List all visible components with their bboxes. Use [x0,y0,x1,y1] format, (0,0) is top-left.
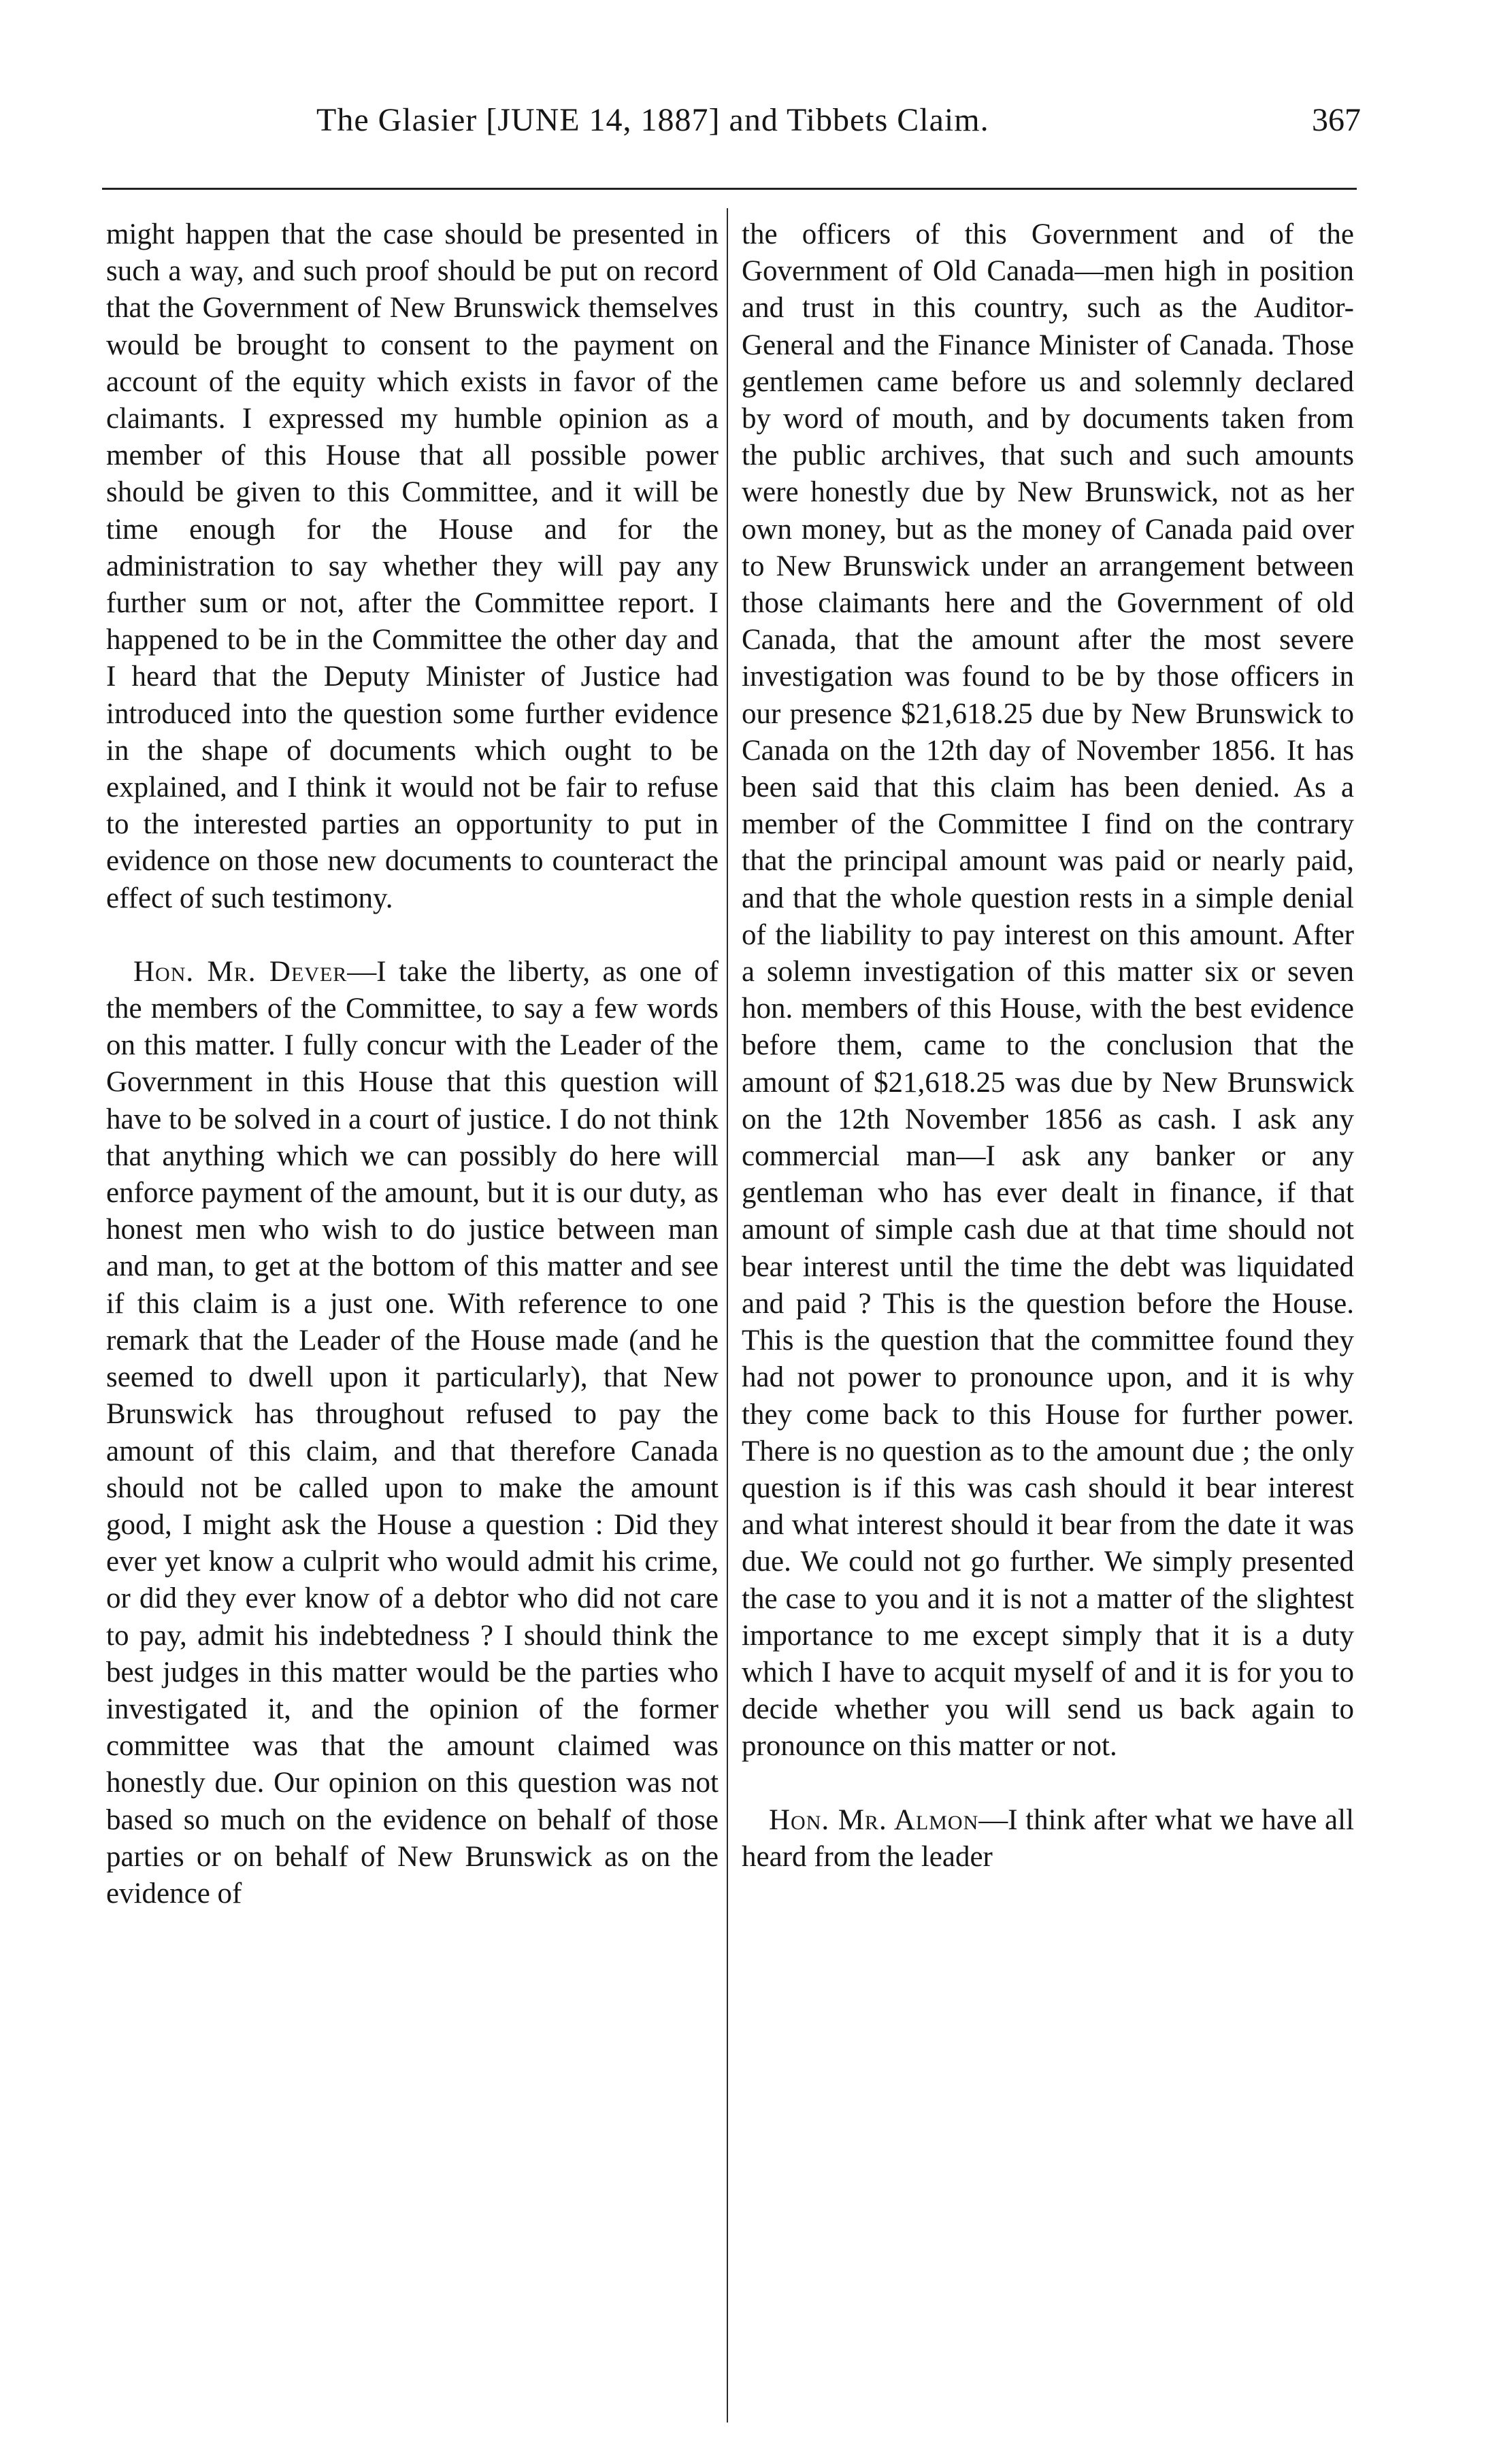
speaker-almon: Hon. Mr. Almon [769,1803,979,1836]
column-divider [727,208,728,2423]
running-head-title: The Glasier [JUNE 14, 1887] and Tibbets Claim. [316,102,989,138]
left-column [106,216,719,1912]
left-paragraph-1: might happen that the case should be presented in such a way, and such proof should be put on record that the Government of New Brunswick themselves would be brought to consent to the payment on account of the equity which exists in favor of the claimants. I expressed my humble opinion as a member of this House that all possible power should be given to this Committee, and it will be time enough for the House and for the administration to say whether they will pay any further sum or not, after the Committee report. I happened to be in the Committee the other day and I heard that the Deputy Minister of Justice had introduced into the question some further evidence in the shape of documents which ought to be explained, and I think it would not be fair to refuse to the interested parties an opportunity to put in evidence on those new documents to counteract the effect of such testimony. [106,218,719,914]
right-column [742,216,1354,1876]
page-number: 367 [1312,102,1361,138]
right-paragraph-2 [742,1802,1354,1876]
right-paragraph-1: the officers of this Government and of the Government of Old Canada—men high in position and trust in this country, such as the Auditor-General and the Finance Minister of Canada. Those gentlemen came before us and solemnly declared by word of mouth, and by documents taken from the public archives, that such and such amounts were honestly due by New Brunswick, not as her own money, but as the money of Canada paid over to New Brunswick under an arrangement between those claimants here and the Government of old Canada, that the amount after the most severe investigation was found to be by those officers in our presence $21,618.25 due by New Brunswick to Canada on the 12th day of November 1856. It has been said that this claim has been denied. As a member of the Committee I find on the contrary that the principal amount was paid or nearly paid, and that the whole question rests in a simple denial of the liability to pay interest on this amount. After a solemn investigation of this matter six or seven hon. members of this House, with the best evidence before them, came to the conclusion that the amount of $21,618.25 was due by New Brunswick on the 12th November 1856 as cash. I ask any commercial man—I ask any banker or any gentleman who has ever dealt in finance, if that amount of simple cash due at that time should not bear interest until the time the debt was liquidated and paid ? This is the question before the House. This is the question that the committee found they had not power to pronounce upon, and it is why they come back to this House for further power. There is no question as to the amount due ; the only question is if this was cash should it bear interest and what interest should it bear from the date it was due. We could not go further. We simply presented the case to you and it is not a matter of the slightest importance to me except simply that it is a duty which I have to acquit myself of and it is for you to decide whether you will send us back again to pronounce on this matter or not. [742,218,1354,1763]
speaker-dever: Hon. Mr. Dever [133,955,348,988]
header-rule [102,188,1357,190]
left-paragraph-2 [106,954,719,1912]
left-paragraph-2-text: —I take the liberty, as one of the members of the Committee, to say a few words on this matter. I fully concur with the Leader of the Government in this House that this question will have to be solved in a court of justice. I do not think that anything which we can possibly do here will enforce payment of the amount, but it is our duty, as honest men who wish to do justice between man and man, to get at the bottom of this matter and see if this claim is a just one. With reference to one remark that the Leader of the House made (and he seemed to dwell upon it particularly), that New Brunswick has throughout refused to pay the amount of this claim, and that therefore Canada should not be called upon to make the amount good, I might ask the House a question : Did they ever yet know a culprit who would admit his crime, or did they ever know of a debtor who did not care to pay, admit his indebtedness ? I should think the best judges in this matter would be the parties who investigated it, and the opinion of the former committee was that the amount claimed was honestly due. Our opinion on this question was not based so much on the evidence on behalf of those parties or on behalf of New Brunswick as on the evidence of [106,955,719,1910]
right-paragraph-2-text: —I think after what we have all heard from the leader [742,1803,1355,1873]
running-head [102,97,1361,144]
